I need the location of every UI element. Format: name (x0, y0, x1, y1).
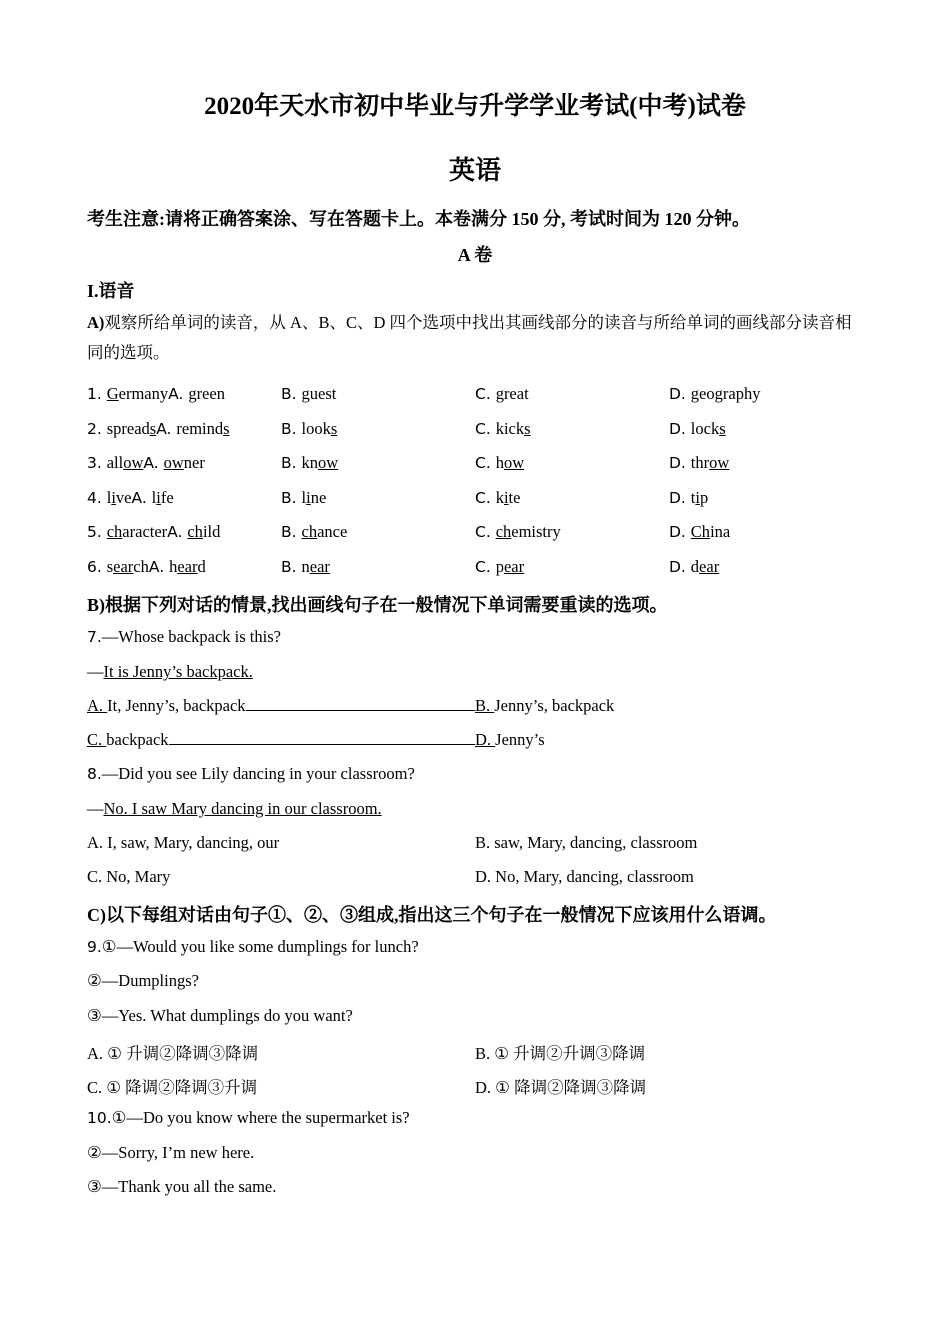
given-word-part: G (106, 384, 119, 403)
option-label: D. (669, 385, 691, 403)
option-label: B. (281, 558, 302, 576)
part-a-instruction (87, 308, 867, 368)
option-label: D. (669, 488, 691, 507)
q4-option-b (281, 488, 326, 508)
option-a-word (152, 488, 174, 507)
option-a-word (187, 522, 220, 541)
phonetic-question-5 (87, 522, 220, 542)
option-word (496, 557, 524, 576)
q10-line2: ②—Sorry, I’m new here. (87, 1143, 255, 1162)
option-a-word-part: ch (187, 522, 203, 542)
given-word-part: i (111, 487, 116, 507)
q7-line2 (87, 662, 253, 682)
option-word-part: k (495, 487, 504, 507)
option-label: C. (475, 488, 496, 507)
q10-sentence1: ①—Do you know where the supermarket is? (111, 1108, 410, 1127)
q7-option-a (87, 696, 475, 716)
option-word-part: i (306, 487, 311, 507)
q8-option-c: C. No, Mary (87, 867, 171, 886)
subject-title: 英语 (448, 156, 501, 185)
q8-dash: — (87, 799, 104, 818)
option-label: D. (669, 419, 691, 438)
option-label: B. (281, 523, 302, 542)
phonetic-question-2 (87, 419, 230, 439)
option-a-word (169, 557, 206, 576)
given-word-part: ow (123, 453, 144, 473)
q7-b-text: Jenny’s, backpack (494, 696, 615, 715)
q7-d-label: D. (475, 730, 496, 749)
q2-option-c (475, 419, 531, 439)
option-word-part: n (301, 557, 310, 576)
option-a-word-part: ild (202, 522, 221, 542)
option-word (302, 557, 330, 576)
option-word (496, 522, 561, 541)
option-word (496, 488, 521, 507)
option-word (691, 419, 726, 438)
option-word-part: ear (309, 557, 330, 576)
option-a-word (164, 453, 205, 472)
part-b-title: B)根据下列对话的情景,找出画线句子在一般情况下单词需要重读的选项。 (87, 595, 668, 615)
phonetic-question-6 (87, 557, 206, 577)
option-word (302, 384, 337, 403)
q8-option-a: A. I, saw, Mary, dancing, our (87, 833, 280, 852)
q6-option-d (669, 557, 719, 577)
option-word (691, 557, 719, 576)
option-a-word-part: h (169, 557, 178, 576)
q3-option-c (475, 453, 524, 473)
option-word-part: g (301, 384, 310, 403)
question-number: 4. (87, 488, 107, 507)
given-word-part: ear (113, 557, 134, 576)
given-word (107, 384, 168, 403)
option-word (302, 453, 339, 472)
option-a-word-part: fe (160, 487, 174, 507)
option-a-label: A. (168, 385, 189, 403)
q2-option-d (669, 419, 726, 439)
option-word (302, 488, 327, 507)
option-word (302, 419, 338, 438)
option-word-part: s (524, 418, 531, 438)
option-word-part: ina (710, 522, 731, 542)
given-word (107, 453, 144, 472)
option-word-part: ch (301, 522, 318, 542)
volume-label: A 卷 (457, 245, 493, 265)
option-a-label: A. (156, 419, 177, 438)
q8-number: 8. (87, 765, 102, 783)
given-word-part: all (106, 453, 124, 473)
option-a-label: A. (131, 488, 152, 507)
option-word (691, 453, 730, 472)
option-a-word-part: ear (177, 557, 198, 576)
given-word-part: ve (115, 487, 132, 507)
exam-notice: 考生注意:请将正确答案涂、写在答题卡上。本卷满分 150 分, 考试时间为 120 分钟。 (87, 209, 750, 229)
q7-a-fill-line (246, 709, 475, 711)
option-word-part: ow (318, 453, 339, 473)
option-label: B. (281, 454, 302, 473)
option-label: B. (281, 488, 302, 507)
q7-number: 7. (87, 628, 102, 646)
option-word-part: lock (690, 418, 720, 438)
given-word-part: ch (133, 557, 149, 576)
option-label: B. (281, 419, 302, 438)
q7-question: —Whose backpack is this? (101, 627, 281, 646)
option-word-part: te (508, 487, 521, 507)
q7-c-fill-line (169, 743, 475, 745)
option-word-part: ow (503, 453, 525, 473)
question-number: 5. (87, 523, 107, 542)
given-word-part: ermany (118, 384, 169, 403)
option-a-word (176, 419, 229, 438)
part-a-label: A) (87, 313, 105, 332)
option-word-part: ear (699, 557, 720, 576)
option-a-label: A. (148, 558, 170, 576)
q5-option-d (669, 522, 730, 542)
option-word-part: p (495, 557, 504, 576)
option-word-part: reat (503, 384, 529, 403)
q8-line1 (87, 764, 415, 784)
option-word (691, 488, 708, 507)
option-word-part: i (695, 487, 700, 507)
option-word (691, 522, 730, 541)
q9-option-c: C. ① 降调②降调③升调 (87, 1078, 258, 1097)
option-a-word-part: i (156, 487, 161, 507)
option-label: C. (475, 523, 496, 542)
q5-option-c (475, 522, 561, 542)
given-word (107, 557, 149, 576)
q9-option-b: B. ① 升调②升调③降调 (475, 1044, 646, 1063)
q7-option-b (475, 696, 614, 716)
option-label: C. (475, 558, 496, 576)
q3-option-b (281, 453, 338, 473)
phonetic-question-1 (87, 384, 225, 404)
q7-answer-sentence: It is Jenny’s backpack. (103, 662, 253, 681)
option-a-word-part: l (151, 487, 157, 507)
option-word-part: look (301, 418, 331, 438)
option-a-label: A. (143, 454, 164, 473)
q8-option-d: D. No, Mary, dancing, classroom (475, 867, 694, 886)
option-word-part: s (719, 418, 726, 438)
q9-line3: ③—Yes. What dumplings do you want? (87, 1006, 353, 1025)
given-word-part: s (106, 557, 114, 576)
option-word-part: emistry (511, 522, 561, 542)
option-word-part: ance (317, 522, 348, 542)
given-word (107, 488, 132, 507)
q6-option-b (281, 557, 330, 577)
option-a-word-part: ow (163, 453, 184, 473)
q4-option-d (669, 488, 708, 508)
option-a-word-part: ner (183, 453, 205, 473)
q1-option-c (475, 384, 529, 404)
option-label: C. (475, 419, 496, 438)
q7-option-c (87, 730, 475, 750)
option-a-word-part: d (197, 557, 206, 576)
option-label: C. (475, 385, 496, 403)
option-word-part: thr (690, 453, 710, 473)
q9-option-d: D. ① 降调②降调③降调 (475, 1078, 647, 1097)
q7-c-text: backpack (106, 730, 169, 749)
given-word-part: ch (106, 522, 123, 542)
question-number: 3. (87, 454, 107, 473)
q9-sentence1: ①—Would you like some dumplings for lunch? (101, 937, 419, 956)
q8-question: —Did you see Lily dancing in your classroom? (101, 764, 415, 783)
q7-b-label: B. (475, 696, 495, 715)
part-c-title: C)以下每组对话由句子①、②、③组成,指出这三个句子在一般情况下应该用什么语调。 (87, 905, 777, 925)
phonetic-question-4 (87, 488, 174, 508)
given-word (107, 522, 167, 541)
option-label: C. (475, 454, 496, 473)
option-label: B. (281, 385, 302, 403)
option-a-word-part: reen (196, 384, 225, 403)
q2-option-b (281, 419, 337, 439)
q8-option-b: B. saw, Mary, dancing, classroom (475, 833, 698, 852)
given-word-part: spread (106, 418, 150, 438)
given-word-part: aracter (122, 522, 168, 542)
given-word-part: l (106, 487, 112, 507)
question-number: 2. (87, 419, 107, 438)
option-word-part: kn (301, 453, 318, 473)
option-word-part: g (495, 384, 504, 403)
option-word-part: p (699, 487, 709, 507)
question-number: 1. (87, 385, 107, 403)
option-word (691, 384, 761, 403)
option-word-part: ow (709, 453, 730, 473)
option-word-part: d (690, 557, 700, 576)
option-label: D. (669, 523, 691, 542)
given-word (107, 419, 157, 438)
section-title: I.语音 (87, 281, 135, 301)
q8-line2 (87, 799, 382, 819)
q7-line1 (87, 627, 281, 647)
given-word-part: s (149, 418, 157, 438)
option-word-part: t (690, 487, 696, 507)
q7-option-d (475, 730, 545, 750)
option-word-part: ch (495, 522, 512, 542)
q1-option-b (281, 384, 336, 404)
option-word-part: h (495, 453, 504, 473)
option-word-part: Ch (690, 522, 711, 542)
option-word (496, 419, 531, 438)
option-label: D. (669, 558, 691, 576)
q9-number: 9. (87, 938, 102, 956)
q7-d-text: Jenny’s (495, 730, 545, 749)
option-word-part: l (301, 487, 307, 507)
option-word (496, 453, 524, 472)
q7-dash: — (87, 662, 104, 681)
q9-line2: ②—Dumplings? (87, 971, 199, 990)
q10-line3: ③—Thank you all the same. (87, 1177, 277, 1196)
q3-option-d (669, 453, 729, 473)
option-word (302, 522, 348, 541)
option-word-part: uest (309, 384, 337, 403)
part-a-text: 观察所给单词的读音，从 A、B、C、D 四个选项中找出其画线部分的读音与所给单词的画线部分读音相同的选项。 (87, 313, 852, 362)
q10-line1 (87, 1108, 410, 1128)
option-a-word-part: g (188, 384, 197, 403)
q10-number: 10. (87, 1109, 112, 1127)
option-word-part: i (503, 487, 509, 507)
q8-answer-sentence: No. I saw Mary dancing in our classroom. (103, 799, 382, 818)
q9-line1 (87, 937, 419, 957)
q9-option-a: A. ① 升调②降调③降调 (87, 1044, 259, 1063)
q5-option-b (281, 522, 347, 542)
q6-option-c (475, 557, 524, 577)
option-word (496, 384, 529, 403)
question-number: 6. (87, 558, 107, 576)
option-word-part: s (330, 418, 338, 438)
option-label: D. (669, 454, 691, 473)
option-a-word-part: remind (176, 418, 224, 438)
q4-option-c (475, 488, 520, 508)
option-a-word (188, 384, 225, 403)
phonetic-question-3 (87, 453, 205, 473)
option-word-part: eography (699, 384, 761, 403)
option-word-part: g (690, 384, 700, 403)
exam-title: 2020年天水市初中毕业与升学学业考试(中考)试卷 (204, 93, 746, 120)
q7-a-label: A. (87, 696, 108, 715)
q7-a-text: It, Jenny’s, backpack (107, 696, 246, 715)
option-word-part: kick (495, 418, 525, 438)
option-word-part: ne (310, 487, 327, 507)
option-a-label: A. (167, 523, 188, 542)
option-word-part: ear (503, 557, 525, 576)
option-a-word-part: s (223, 418, 230, 438)
q1-option-d (669, 384, 760, 404)
q7-c-label: C. (87, 730, 107, 749)
